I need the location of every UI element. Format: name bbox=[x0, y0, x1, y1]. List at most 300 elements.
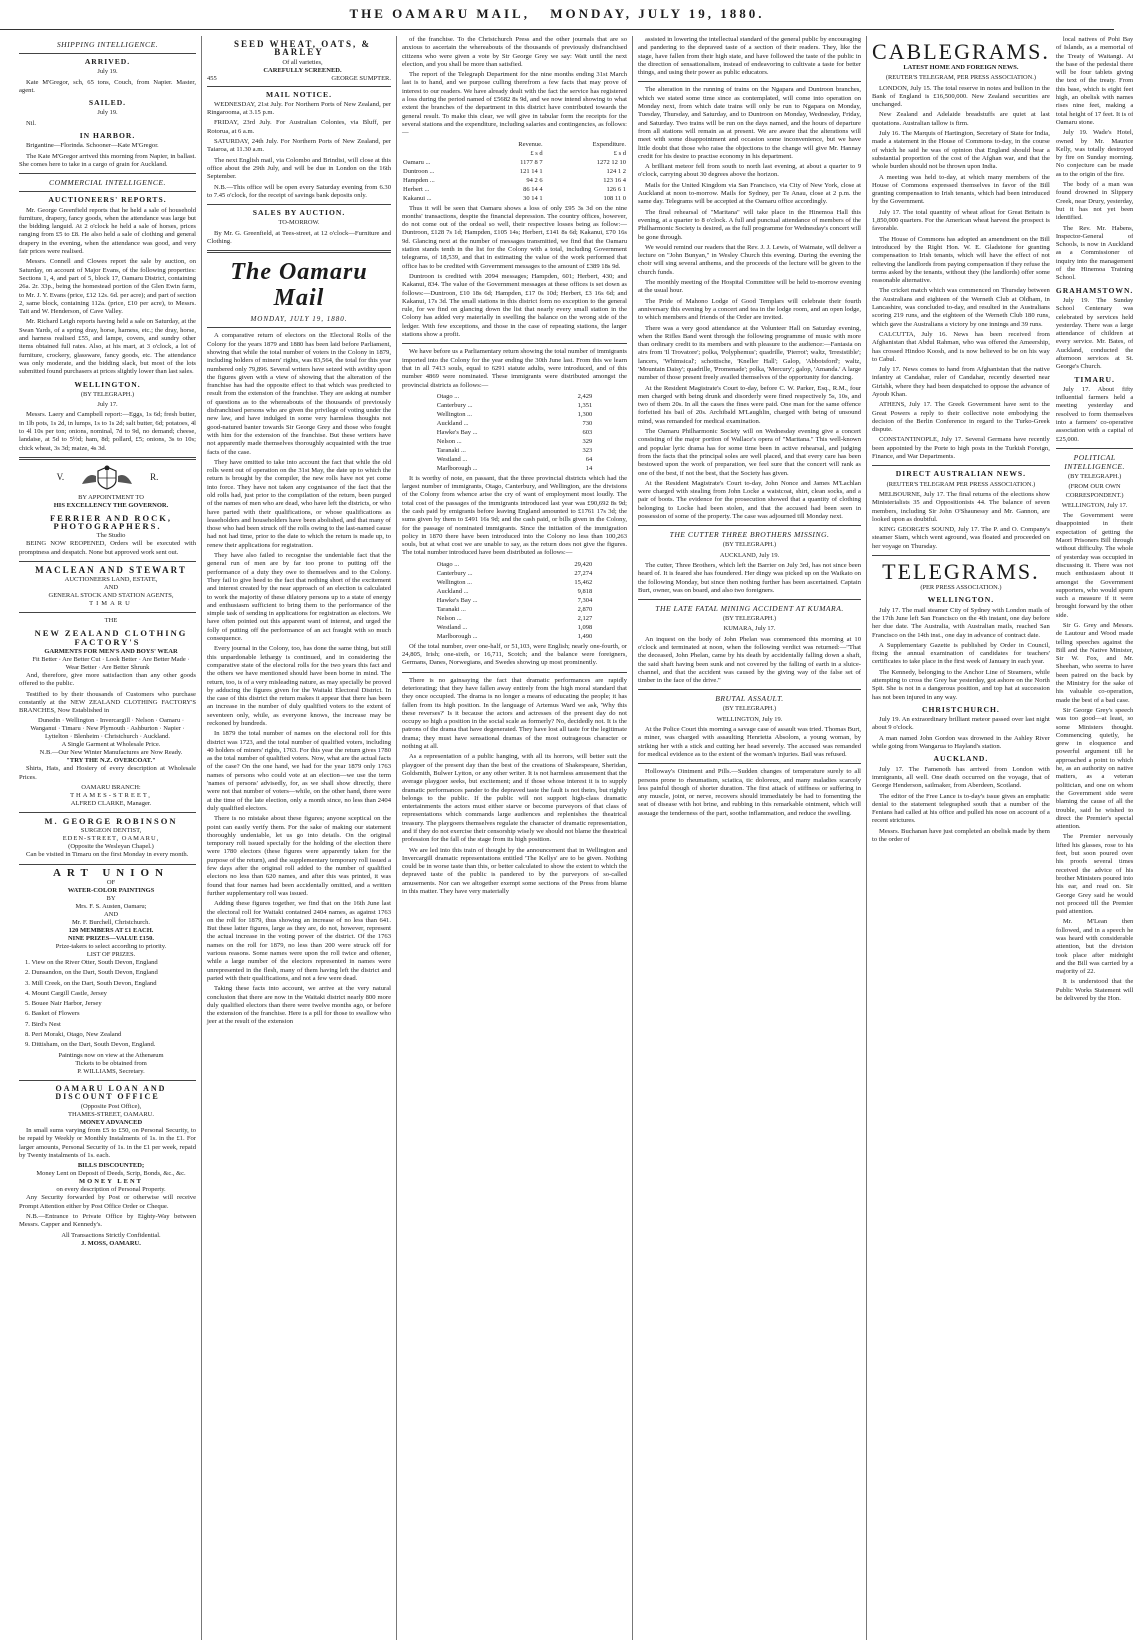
table-cell: 29,420 bbox=[574, 560, 593, 568]
table-cell: 124 1 2 bbox=[606, 167, 626, 175]
divider bbox=[19, 864, 196, 865]
newspaper-title: The Oamaru Mail bbox=[230, 259, 368, 312]
cable-item: CONSTANTINOPLE, July 17. Several Germans have recently been appointed by the Porte to high posts in the Turkish Foreign, Finance, and War Departments. bbox=[872, 436, 1050, 461]
wellington-heading: WELLINGTON. bbox=[74, 379, 141, 389]
table-cell: Auckland ... bbox=[436, 419, 469, 427]
table-cell: Hawke's Bay ... bbox=[436, 428, 478, 436]
news-paragraph: The final rehearsal of "Maritana" will take place in the Hinemoa Hall this evening, at a quarter to 8 o'clock. A full and punctual attendance of members of the Philharmonic Society is desired, as the full programme for Wednesday's concert will be gone through. bbox=[638, 208, 861, 241]
table-row bbox=[436, 437, 594, 446]
nz-branch: OAMARU BRANCH: bbox=[81, 784, 141, 792]
table-cell: 1,300 bbox=[577, 410, 593, 418]
coat-of-arms-icon bbox=[72, 464, 142, 490]
appointment-line: BY APPOINTMENT TO bbox=[78, 493, 144, 501]
sales-heading: SALES BY AUCTION. bbox=[252, 208, 346, 218]
table-row bbox=[436, 410, 594, 419]
news-paragraph: At the Resident Magistrate's Court to-day, John Nonce and James M'Lachlan were charged with stealing from John Locke a waistcoat, shirt, clean socks, and a pair of boots. The evidence for the prosecution showed that a quantity of clothing belonging to Locke had been stolen, and that the accused had been seen in possession of some of the property. The case was adjourned till Monday next. bbox=[638, 479, 861, 521]
table-cell: Oamaru ... bbox=[403, 158, 431, 166]
cable-item: New Zealand and Adelaide breadstuffs are quiet at last quotations. Australian tallow is firm. bbox=[872, 111, 1050, 127]
table-cell: Hawke's Bay ... bbox=[436, 596, 478, 604]
arrived-text: Kate M'Gregor, sch, 65 tons, Couch, from Napier. Master, agent. bbox=[19, 78, 196, 94]
telegram-item: July 17. The mail steamer City of Sydney with London mails of the 17th June left San Francisco on the 4th instant, one day before her due date. The Australia, with Australian mails, reached San Francisco on the 14th inst., one day in advance of contract date. bbox=[872, 606, 1050, 639]
artunion-artists-2: Mr. F. Burchell, Christchurch. bbox=[71, 918, 150, 926]
artunion-view: Paintings now on view at the Athenæum bbox=[58, 1051, 164, 1059]
artunion-artists-1: Mrs. F. S. Austen, Oamaru; bbox=[75, 902, 147, 910]
nz-overcoat: "TRY THE N.Z. OVERCOAT." bbox=[66, 757, 156, 765]
table-cell: £ s d bbox=[613, 149, 626, 157]
table-header-row bbox=[402, 140, 627, 149]
ferrier-sub: The Studio bbox=[96, 532, 126, 540]
divider bbox=[207, 327, 391, 328]
australian-item: KING GEORGE'S SOUND, July 17. The P. and O. Company's steamer Siam, which went aground, was floated and proceeded on her voyage on Thursday. bbox=[872, 526, 1050, 550]
immigrants-table-2 bbox=[436, 560, 594, 641]
table-cell: £ s d bbox=[530, 149, 543, 157]
artunion-sub: WATER-COLOR PAINTINGS bbox=[67, 886, 155, 894]
nz-pre: THE bbox=[104, 617, 118, 625]
loan-confidential: All Transactions Strictly Confidential. bbox=[61, 1231, 161, 1239]
telegram-item: July 19. Wade's Hotel, owned by Mr. Maurice Kelly, was totally destroyed by fire on Sunday morning. No conjecture can be made as to the origin of the fire. bbox=[1055, 129, 1133, 178]
table-row bbox=[436, 560, 594, 569]
masthead bbox=[0, 0, 1114, 30]
table-header-cell: Revenue. bbox=[518, 140, 543, 148]
table-row bbox=[436, 632, 594, 641]
masthead-title: THE OAMARU MAIL, bbox=[349, 6, 530, 21]
sailed-heading: SAILED. bbox=[88, 98, 127, 108]
artunion-list-heading: LIST OF PRIZES. bbox=[86, 950, 136, 958]
divider bbox=[207, 204, 391, 205]
auctioneers-report-2: Messrs. Connell and Clowes report the sale by auction, on Saturday, on account of Major Evans, of the following properties: Sections 1, 4, and part of 5, block 17, Oamaru District, containing 26a. 2r. 33p., being the homestead portion of the Glen Ewin farm, to Mr. J. Y. Evans (price, £12 12s. 6d. per acre); and part of section 2, same block, containing 112a. (price, £10 per acre), to Messrs. Tait and W. Henderson, of Cave Valley. bbox=[19, 258, 196, 316]
sales-text: By Mr. G. Greenfield, at Tees-street, at 12 o'clock—Furniture and Clothing. bbox=[207, 229, 391, 246]
editorial-paragraph: They have also failed to recognise the undeniable fact that the general run of men are by far too prone to putting off the performance of a duty they owe to themselves and to the Colony. They fail to give heed to the fact that nothing short of the excitement and interest created by the near approach of an election is calculated to work the majority of these dilatory persons up to a state of energy and enthusiasm sufficient to bring them to the performance of the simple task of sending in applications for registration as electors. We have often pointed out this apparent want of interest, and urged the folly of putting off the performance of an act fraught with so much consequence. bbox=[207, 552, 391, 643]
sailed-date: July 19. bbox=[97, 109, 118, 117]
cable-item: The House of Commons has adopted an amendment on the Bill introduced by the Right Hon. W. E. Gladstone for granting compensation to Irish tenants, which will have the effect of not relieving the landlords from paying compensation if they refuse the terms asked by the tenants, without they (the landlords) offer some reasonable alternative. bbox=[872, 235, 1050, 285]
column-5 bbox=[867, 36, 1133, 1640]
table-cell: 603 bbox=[582, 428, 593, 436]
royal-arms bbox=[19, 464, 196, 490]
loan-bills-text: Money Lent on Deposit of Deeds, Scrip, Bonds, &c., &c. bbox=[36, 1170, 186, 1178]
table-cell: 2,870 bbox=[577, 605, 593, 613]
cable-item: ATHENS, July 17. The Greek Government have sent to the Great Powers a reply to their collective note embodying the decision of the Berlin Conference in regard to the Turko-Greek dispute. bbox=[872, 401, 1050, 434]
table-cell: Duntroon ... bbox=[403, 167, 435, 175]
table-cell: 7,304 bbox=[577, 596, 593, 604]
loan-bills: BILLS DISCOUNTED; bbox=[77, 1162, 145, 1170]
table-cell: 30 14 1 bbox=[523, 194, 543, 202]
commercial-heading: COMMERCIAL INTELLIGENCE. bbox=[49, 178, 166, 188]
political-paragraph: Sir George Grey's speech was too good—at least, so some Ministers thought. Commencing quietly, he grew in eloquence and powerful argument till he approached a point to which he, as an authority on native matters, as a veteran politician, and one on whom the Government side were blaming the cause of all the trouble, said he wished to direct the Premier's special attention. bbox=[1055, 706, 1133, 831]
article-paragraph: As a representation of a public hanging, with all its horrors, will better suit the playgoer of the present day than the best of the creations of Shakespeare, Sheridan, Goldsmith, Bulwer Lytton, or any other writer. It is not harmless amusement that the average playgoer seeks, but excitement; and if those whose interest it is to supply dramatic performances pander to the depraved taste the fault is not theirs, but rightly belongs to the public. If the public will not support high-class dramatic entertainments the actors must either starve or become purveyors of that class of representations which commands large audiences and replenishes the theatrical treasury. The playgoers themselves regulate the character of dramatic representation, and if they do not exercise their censorship wisely we should not blame the theatrical profession for the fall of the stage from its high position. bbox=[402, 753, 627, 844]
australian-item: MELBOURNE, July 17. The final returns of the elections show Ministerialists 35 and Oppositionists 44. The balance of seven members, including Sir John O'Shaunessy and Mr. Gannon, are looked upon as doubtful. bbox=[872, 490, 1050, 523]
nz-text-2: Testified to by their thousands of Customers who purchase constantly at the NEW ZEALAND CLOTHING FACTORY'S BRANCHES, Now Established in bbox=[19, 690, 196, 715]
table-cell: 27,274 bbox=[574, 569, 593, 577]
political-sub-2: (FROM OUR OWN CORRESPONDENT.) bbox=[1065, 483, 1124, 499]
divider bbox=[19, 612, 196, 613]
dentist-visit: Can be visited in Timaru on the first Monday in every month. bbox=[26, 851, 189, 859]
table-cell: 1177 8 7 bbox=[520, 158, 543, 166]
shipping-heading: SHIPPING INTELLIGENCE. bbox=[56, 40, 159, 49]
table-row bbox=[436, 401, 594, 410]
article-paragraph: Duntroon is credited with 2094 messages; Hampden, 601; Herbert, 430; and Kakanui, 834. The value of the Government messages at these offices is set down as follows:—Duntroon, £10 18s 6d; Hampden, £17 0s 10d; Herbert, £3 16s 6d; and Kakanui, 17s 3d. The small stations in this district form no exception to the general rule, for we find on glancing down the list that nearly every small station in the Colony has added very materially in swelling the balance on the wrong side of the ledger. With few exceptions, and those in the case of repeating stations, the larger stations show a profit. bbox=[402, 272, 627, 339]
timaru-heading: TIMARU. bbox=[1074, 374, 1115, 384]
prize-item: 5. Bouee Nair Harbor, Jersey bbox=[25, 1000, 102, 1008]
artunion-of: OF bbox=[106, 878, 116, 886]
column-5-right bbox=[1056, 36, 1133, 1005]
ferrier-heading: FERRIER AND ROCK, PHOTOGRAPHERS. bbox=[49, 512, 173, 532]
artunion-members: 120 MEMBERS AT £1 EACH. bbox=[68, 926, 154, 934]
table-row bbox=[436, 464, 594, 473]
sales-sub: TO-MORROW. bbox=[278, 219, 320, 227]
cutter-sub: (BY TELEGRAPH.) bbox=[722, 541, 777, 549]
mine-text: An inquest on the body of John Phelan was commenced this morning at 10 o'clock and terminated at noon, when the following verdict was returned:—"That the deceased, John Phelan, came by his death by accidentally falling down a shaft, the said shaft having been sunk and not covered by the falling of earth in a sluice-channel, and that the accident was caused by the giving way of the false set of timber in the face of the drive." bbox=[638, 635, 861, 685]
mail-notice-5: N.B.—This office will be open every Saturday evening from 6.30 to 7.45 o'clock, for the receipt of savings bank deposits only. bbox=[207, 183, 391, 199]
table-cell: Hampden ... bbox=[403, 176, 435, 184]
loan-text: In small sums varying from £5 to £50, on Personal Security, to be repaid by Weekly or Monthly Instalments of 1s. in the £1. For larger amounts, Personal Security of 1s. in the £1 per week, repaid by Twenty instalments of 1s. each. bbox=[19, 1127, 196, 1160]
table-row bbox=[436, 623, 594, 632]
dentist-opposite: (Opposite the Wesleyan Chapel.) bbox=[68, 843, 154, 851]
nz-nb: N.B.—Our New Winter Manufactures are Now Ready. bbox=[39, 749, 183, 757]
harbour-text: Brigantine—Florinda. Schooner—Kate M'Gregor. bbox=[26, 142, 159, 150]
seed-sub-2: CAREFULLY SCREENED. bbox=[263, 66, 342, 74]
telegram-item: July 17. The Famenoth has arrived from London with immigrants, all well. One death occurred on the voyage, that of George Henderson, sailmaker, from Aberdeen, Scotland. bbox=[872, 765, 1050, 790]
telegram-item: Messrs. Buchanan have just completed an obelisk made by them to the order of bbox=[872, 827, 1050, 844]
column-5-left bbox=[872, 36, 1050, 1005]
telegram-item: A man named John Gordon was drowned in the Ashley River while going from Wangarua to Hayland's station. bbox=[872, 734, 1050, 751]
political-paragraph: The Premier nervously lifted his glasses, rose to his feet, but soon poured over his proofs several times received the advice of his brother Ministers poured into his ear, and read on. Sir George Grey said he would not proceed till the Premier paid attention. bbox=[1055, 833, 1133, 916]
news-paragraph: We would remind our readers that the Rev. J. J. Lewis, of Waimate, will deliver a lecture on "John Bunyan," in Wesley Church this evening. During the evening the choir will sing several anthems, and the proceeds of the lecture will be given to the church funds. bbox=[638, 243, 861, 276]
australian-news-heading: DIRECT AUSTRALIAN NEWS. bbox=[895, 469, 1027, 479]
masthead-date: MONDAY, JULY 19, 1880. bbox=[550, 6, 765, 21]
table-row bbox=[436, 614, 594, 623]
advert-paragraph: Holloway's Ointment and Pills.—Sudden changes of temperature surely to all persons prone to rheumatism, sciatica, tic doloreux, and many maladies scarcely less painful though of shorter duration. The first attack of stiffness or suffering in any muscle, joint, or nerve, recovers should immediately be had to fomenting the seat of disease with hot brine, and rubbing in this remarkable ointment, which will assuage the tenderness of the part, soothe inflammation, and reduce the swelling. bbox=[638, 768, 861, 817]
loan-money-2-text: on every description of Personal Property. bbox=[56, 1186, 166, 1194]
ferrier-text: BEING NOW REOPENED, Orders will be executed with promptness and despatch. None but approved work sent out. bbox=[19, 540, 196, 556]
prize-item: 8. Peri Moraki, Otago, New Zealand bbox=[25, 1031, 122, 1038]
table-cell: Marlborough ... bbox=[436, 464, 478, 472]
wellington-date: July 17. bbox=[97, 401, 118, 409]
table-row bbox=[436, 392, 594, 401]
mail-notice-heading: MAIL NOTICE. bbox=[265, 89, 332, 99]
column-2 bbox=[202, 36, 397, 1640]
prize-item: 2. Dunsandon, on the Dart, South Devon, England bbox=[25, 969, 158, 977]
news-paragraph: The Pride of Mahono Lodge of Good Templars will celebrate their fourth anniversary this evening by a concert and tea in the lodge room, and an open lodge, to which members and friends of the Order are invited. bbox=[638, 297, 861, 322]
artunion-secretary: P. WILLIAMS, Secretary. bbox=[77, 1067, 145, 1075]
table-cell: Herbert ... bbox=[403, 185, 430, 193]
table-row bbox=[436, 569, 594, 578]
assault-date: WELLINGTON, July 19. bbox=[716, 715, 783, 723]
seed-number: 455 bbox=[207, 74, 217, 82]
editorial-paragraph: A comparative return of electors on the Electoral Rolls of the Colony for the years 1879 and 1880 has been laid before Parliament, showing that while the total number of voters in the Colony in 1879, including holders of miners' rights, was 83,564, the total for this year numbered only 79,896. Several writers have seized with avidity upon the figures given with a view of showing that the alteration of the franchise has had the opposite effect to that which was predicted to result from the extension of the franchise. They are asking at number of questions as to the whereabouts of the thousands of previously disfranchised persons who are given the privilege of voting under the new law, and have indulged in some very harmless thoughts not good-natured banter towards Sir George Grey and those who fought with him for the extension of the franchise. But these writers have not apparently made themselves thoroughly acquainted with the true facts of the case. bbox=[207, 332, 391, 456]
prize-item: 1. View on the River Otter, South Devon, England bbox=[25, 958, 158, 966]
political-paragraph: It is understood that the Public Works Statement will be delivered by the Hon. bbox=[1055, 978, 1133, 1003]
dentist-street: EDEN-STREET, OAMARU, bbox=[62, 835, 160, 843]
telegrams-place: WELLINGTON. bbox=[927, 595, 995, 605]
table-cell: 730 bbox=[582, 419, 593, 427]
political-date: WELLINGTON, July 17. bbox=[1061, 501, 1128, 509]
cable-item: LONDON, July 15. The total reserve in notes and bullion in the Bank of England is £16,500,000. New Zealand securities are unchanged. bbox=[872, 84, 1050, 109]
cutter-date: AUCKLAND, July 19. bbox=[719, 551, 780, 559]
divider bbox=[1056, 448, 1133, 449]
table-cell: 1,490 bbox=[577, 632, 593, 640]
loan-street: THAMES-STREET, OAMARU. bbox=[67, 1111, 154, 1119]
arms-label-right: R. bbox=[150, 471, 159, 482]
table-cell: 94 2 6 bbox=[526, 176, 543, 184]
mail-notice-2: FRIDAY, 23rd July. For Australian Colonies, via Bluff, per Rotorua, at 6 a.m. bbox=[207, 119, 391, 135]
table-cell: Canterbury ... bbox=[436, 401, 473, 409]
auctioneers-report-3: Mr. Richard Leigh reports having held a sale on Saturday, at the Swan Yards, of a spring dray, horse, harness, etc.; the dray, horse, and harness realised £55, and lampe, covers, and sundry other items obtained full rates. Also, at his mart, at 3 o'clock, a lot of furniture, crockery, glassware, fancy goods, etc. The attendance was only moderate, and the bidding slack, but most of the lots submitted found purchasers at prices slightly lower than last sales. bbox=[19, 318, 196, 376]
divider bbox=[402, 672, 627, 673]
divider bbox=[638, 763, 861, 764]
telegrams-heading: TELEGRAMS. bbox=[882, 559, 1040, 585]
harbour-note: The Kate M'Gregor arrived this morning from Napier, in ballast. She comes here to take in a cargo of grain for Auckland. bbox=[19, 152, 196, 168]
nz-towns: Dunedin · Wellington · Invercargill · Nelson · Oamaru · Wanganui · Timaru · New Plymouth · Ashburton · Napier · Lyttelton · Blenheim · Christchurch · Auckland. bbox=[30, 717, 185, 741]
divider bbox=[207, 250, 391, 253]
cutter-text: The cutter, Three Brothers, which left the Barrier on July 3rd, has not since been heard of. It is feared she has foundered. Her dingy was picked up on the Waikato on the following Monday, but since then nothing further has been ascertained. Captain Burt, owner, was on board, and also two foreigners. bbox=[638, 561, 861, 594]
editorial-paragraph: Taking these facts into account, we arrive at the very natural conclusion that there are now in the Waitaki district nearly 800 more duly qualified electors than there were twelve months ago, or before the extension of the franchise. Here is a pill for those to swallow who jeer at the result of the extension bbox=[207, 985, 391, 1026]
nz-fit: Fit Better · Are Better Cut · Look Better · Are Better Made · Wear Better · Are Better Shrunk bbox=[32, 655, 190, 671]
mine-date: KUMARA, July 17. bbox=[723, 625, 776, 633]
telegram-item: A Supplementary Gazette is published by Order in Council, fixing the annual examination of candidates for teachers' certificates to take place in the first week of January in each year. bbox=[872, 641, 1050, 666]
mine-sub: (BY TELEGRAPH.) bbox=[722, 615, 777, 623]
seed-heading: SEED WHEAT, OATS, & BARLEY bbox=[233, 39, 372, 58]
assault-text: At the Police Court this morning a savage case of assault was tried. Thomas Burt, a miner, was charged with assaulting Henrietta Absolom, a young woman, by striking her with a stick and cutting her head severely. The accused was remanded for medical evidence as to the extent of the woman's injuries. Bail was refused. bbox=[638, 726, 861, 758]
table-row bbox=[402, 194, 627, 203]
arms-label-left: V. bbox=[56, 471, 65, 482]
table-cell: 1,351 bbox=[577, 401, 593, 409]
prize-item: 3. Mill Creek, on the Dart, South Devon, England bbox=[25, 979, 157, 987]
divider bbox=[19, 812, 196, 813]
news-paragraph: assisted in lowering the intellectual standard of the general public by encouraging and pandering to the depraved taste of a section of their readers. They, like the stage, have fallen from their high state, and have followed the taste of the public in the direction of sensationalism, instead of endeavoring to cultivate a taste for better things, and using their power as public educators. bbox=[638, 36, 861, 77]
nz-street: THAMES-STREET, bbox=[70, 792, 152, 800]
divider bbox=[19, 457, 196, 460]
cablegrams-heading: CABLEGRAMS. bbox=[872, 39, 1050, 64]
telegram-item: The body of a man was found drowned in Slippery Creek, near Drury, yesterday, but it has not yet been identified. bbox=[1055, 181, 1133, 222]
table-cell: Nelson ... bbox=[436, 437, 462, 445]
table-cell: 15,462 bbox=[574, 578, 593, 586]
maclean-place: TIMARU bbox=[89, 600, 133, 608]
artunion-tickets: Tickets to be obtained from bbox=[75, 1059, 147, 1067]
newspaper-date: MONDAY, JULY 19, 1880. bbox=[250, 315, 348, 324]
editorial-paragraph: Adding these figures together, we find that on the 16th June last the electoral roll for Waitaki contained 2404 names, as against 1763 on the roll for 1879, thus showing an increase of no less than 641. But these latter figures, large as they are, do not, however, represent the actual increase in the voting power of the district. Of the 1763 names on the roll for 1879, no less than 200 were struck off for various reasons. Some names were upon the roll twice and oftener, while a large number of the electors represented in names were unrepresented in the flesh, many of them having left the district and parted with their qualifications, and not a few were dead. bbox=[207, 900, 391, 982]
telegrams-place: AUCKLAND. bbox=[933, 754, 989, 764]
political-paragraph: The Government were disappointed in their expectation of getting the Maori Prisoners Bill through without difficulty. The whole of yesterday was occupied in discussing it. There was not much enthusiasm about it amongst the Government supporters, who would spurn such a measure if it were brought forward by the other side. bbox=[1055, 512, 1133, 619]
telegraph-revenue-table bbox=[402, 140, 627, 203]
wellington-sub: (BY TELEGRAPH.) bbox=[80, 390, 135, 398]
table-cell: Westland ... bbox=[436, 455, 468, 463]
artunion-by: BY bbox=[106, 894, 116, 902]
auctioneers-heading: AUCTIONEERS' REPORTS. bbox=[48, 195, 167, 205]
table-cell: Otago ... bbox=[436, 560, 460, 568]
article-paragraph: Thus it will be seen that Oamaru shows a loss of only £95 3s 3d on the nine months' transactions, despite the financial depression. The country offices, however, do not come out of the ordeal so well, their respective losses being as follow:—Duntroon, £128 7s 1d; Hampden, £105 14s; Herbert, £141 8s 6d; Kakanui, £70 16s 9d. Glancing next at the number of messages transmitted, we find that the Oamaru station stands tenth in the list for the Colony with a total, including Government telegrams, of 18,539, and that in estimating the value of the work performed that office has to be credited with Government messages to the amount of £389 18s 9d. bbox=[402, 204, 627, 270]
table-row bbox=[436, 596, 594, 605]
table-cell: 126 6 1 bbox=[606, 185, 626, 193]
seed-sub: Of all varieties, bbox=[282, 58, 323, 66]
table-row bbox=[436, 587, 594, 596]
table-cell: 2,429 bbox=[577, 392, 593, 400]
table-cell: Kakanui ... bbox=[403, 194, 432, 202]
dentist-title: SURGEON DENTIST, bbox=[80, 827, 142, 835]
table-header-cell: Expenditure. bbox=[592, 140, 626, 148]
seed-footer bbox=[207, 75, 391, 82]
column-5-split bbox=[872, 36, 1133, 1005]
table-cell: Marlborough ... bbox=[436, 632, 478, 640]
divider bbox=[19, 561, 196, 562]
table-cell: Westland ... bbox=[436, 623, 468, 631]
divider bbox=[872, 555, 1050, 556]
timaru-text: July 17. About fifty influential farmers held a meeting yesterday and resolved to form themselves into a farmers' co-operative association with a capital of £25,000. bbox=[1055, 385, 1133, 443]
table-cell: Otago ... bbox=[436, 392, 460, 400]
australian-news-sub: (REUTER'S TELEGRAM PER PRESS ASSOCIATION.) bbox=[886, 480, 1036, 488]
table-row bbox=[402, 158, 627, 167]
political-heading: POLITICAL INTELLIGENCE. bbox=[1064, 452, 1125, 471]
divider bbox=[207, 86, 391, 87]
column-4 bbox=[633, 36, 867, 1640]
arrived-heading: ARRIVED. bbox=[84, 57, 131, 66]
article-paragraph: We have before us a Parliamentary return showing the total number of immigrants imported into the Colony for the year ending the 30th June last. From this we learn that in all 7413 souls, equal to 6291 statute adults, were introduced, and of this number 4869 were nominated. These immigrants were distributed amongst the provincial districts as follows:— bbox=[402, 348, 627, 389]
loan-security: Any Security forwarded by Post or otherwise will receive Prompt Attention either by Post Office Order or Cheque. bbox=[19, 1194, 196, 1210]
sailed-text: Nil. bbox=[26, 119, 37, 127]
nz-sub: GARMENTS FOR MEN'S AND BOYS' WEAR bbox=[44, 647, 178, 655]
table-cell: 64 bbox=[585, 455, 593, 463]
cable-item: July 17. News comes to hand from Afghanistan that the native infantry at Candahar, ruler of Candahar, recently deserted near Girishk, where they had been despatched to oppose the advance of Ayoub Khan. bbox=[872, 366, 1050, 398]
table-cell: Taranaki ... bbox=[436, 446, 466, 454]
news-paragraph: The monthly meeting of the Hospital Committee will be held to-morrow evening at the usual hour. bbox=[638, 279, 861, 295]
news-paragraph: At the Resident Magistrate's Court to-day, before C. W. Parker, Esq., R.M., four men charged with being drunk and disorderly were fined respectively 5s, 10s, and two of them 20s. In all the cases the fines were paid. One man for the same offence forfeited his bail of 20s. Archibald M'Laughlin, charged with being of unsound mind, was remanded for medical examination. bbox=[638, 384, 861, 425]
news-paragraph: The Oamaru Philharmonic Society will on Wednesday evening give a concert consisting of the major portion of Wallace's opera of "Maritana." This well-known and popular lyric drama has for some time been in active rehearsal, and judging from the facts that the principal soles are well placed, and that every care has been bestowed upon the work of preparation, we feel sure that the concert will rank as one of the best, if not the best, that the Society has given. bbox=[638, 428, 861, 477]
political-paragraph: Mr. M'Lean then followed, and in a speech he was heard with considerable attention, but the division took place after midnight and the Bill was carried by a majority of 22. bbox=[1055, 918, 1133, 976]
cable-item: CALCUTTA, July 16. News has been received from Afghanistan that Abdul Rahman, who was offered the Ameership, has crossed Hindoo Koosh, and is now believed to be on his way to Cabul. bbox=[872, 330, 1050, 363]
mine-heading: THE LATE FATAL MINING ACCIDENT AT KUMARA. bbox=[655, 604, 844, 614]
nz-manager: ALFRED CLARKE, Manager. bbox=[70, 800, 152, 808]
maclean-line-2: AND bbox=[103, 584, 119, 592]
divider bbox=[402, 343, 627, 344]
mail-notice-4: The next English mail, via Colombo and Brindisi, will close at this office about the 29th July, and will be due in London on the 16th September. bbox=[207, 156, 391, 181]
maclean-line-3: GENERAL STOCK AND STATION AGENTS, bbox=[48, 592, 174, 600]
artunion-and: AND bbox=[103, 910, 119, 918]
news-paragraph: A brilliant meteor fell from south to north last evening, at about a quarter to 9 o'clock, carrying about 30 degrees above the horizon. bbox=[638, 163, 861, 179]
divider bbox=[638, 81, 861, 82]
table-cell: 121 14 1 bbox=[519, 167, 543, 175]
cable-item: July 16. The Marquis of Hartington, Secretary of State for India, made a statement in the House of Commons to-day, in the course of which he said he was of opinion that England should bear a substantial proportion of the cost of the Afghan war, and that the whole burden should not be thrown upon India. bbox=[872, 130, 1050, 171]
article-paragraph: Of the total number, over one-half, or 51,103, were English; nearly one-fourth, or 24,805, Irish; one-sixth, or 16,711, Scotch; and the balance were foreigners, Germans, Danes, Norwegians, and Swedes showing up most prominently. bbox=[402, 642, 627, 667]
table-cell bbox=[402, 149, 482, 158]
table-cell: Nelson ... bbox=[436, 614, 462, 622]
editorial-paragraph: There is no mistake about these figures; anyone sceptical on the point can easily verify them. For the sake of making our statement thoroughly undeniable, let us go into details. On the original temporary roll issued specially for the holding of the election there were 1780 electors (these figures were apparently taken for the purpose of the return), and the supplementary temporary roll issued a few days after the original roll added to the number of qualified electors no less than 620 names, and after this was printed, it was found that four names had been accidentally omitted, and a written further supplementary roll was issued. bbox=[207, 815, 391, 897]
column-1 bbox=[14, 36, 202, 1640]
article-paragraph: The report of the Telegraph Department for the nine months ending 31st March last is to hand, and we purpose culling therefrom a few facts that may prove of interest to our readers. We have already dealt with the fact the service has registered a loss during the period named of £5682 8s 9d, and we now intend showing to what extent the branches of the department in this district have contributed towards the general result. To make this clear, we will give in tabular form the receipts for the several stations and the expenditure, including salaries and contingencies, as follows:— bbox=[402, 71, 627, 137]
table-cell: 9,818 bbox=[577, 587, 593, 595]
table-cell: 1272 12 10 bbox=[596, 158, 626, 166]
seed-name: GEORGE SUMPTER. bbox=[331, 74, 391, 82]
news-paragraph: There was a very good attendance at the Volunteer Hall on Saturday evening, when the Rifles Band went through the following programme of music with more than ordinary credit to its members and with pleasure to the audience:—Fantasia on airs from 'Il Trovatore'; polka, 'Polyphemus'; quadrille, 'Pierrot'; waltz, 'Irresistible'; lancers, 'Whimsical'; schottische, 'Kneller Hall'; Galop, 'Abbotsford'; waltz, 'Mountain Daisy'; quadrille, 'Promenade'; polka, 'Mercury'; galop, 'Amanda.' A large number of those present freely availed themselves of the opportunity for dancing. bbox=[638, 324, 861, 382]
mail-notice-1: WEDNESDAY, 21st July. For Northern Ports of New Zealand, per Ringarooma, at 3.15 p.m. bbox=[207, 100, 391, 117]
divider bbox=[638, 599, 861, 600]
loan-money: MONEY ADVANCED bbox=[79, 1119, 143, 1127]
table-row bbox=[402, 185, 627, 194]
editorial-paragraph: In 1879 the total number of names on the electoral roll for this district was 1723, and the total number of qualified voters, including 40 holders of miners' rights, 1763. For this year the return gives 1780 as the total number of qualified voters. Now, what are the actual facts of the case? On the one hand, we had for the year 1879 only 1763 names of persons who could vote at an election—we use the term 'names of persons' advisedly, for, as we shall show directly, there were not that number of voters—while, on the other hand, there were at the time of the late election, only a month since, no less than 2404 duly qualified electors. bbox=[207, 730, 391, 812]
table-cell: Taranaki ... bbox=[436, 605, 466, 613]
assault-sub: (BY TELEGRAPH.) bbox=[722, 705, 777, 713]
news-paragraph: The alteration in the running of trains on the Ngapara and Duntroon branches, which we stated some time since as contemplated, will come into operation on Monday next, from which date trains will only be run to Ngapara on Monday, Tuesday, Thursday, and Saturday, and to Duntroon on Monday, Wednesday, Friday, and Saturday. Two trains will be run on the days named, and the hours of departure from all stations will remain as at present. We are aware that the alterations will meet with some disappointment and occasion some inconvenience, but we have little doubt that those who raise the objections to the change will give Mr. Hannay credit for his desire to practise economy in his department. bbox=[638, 86, 861, 160]
artunion-prizes-sub: Prize-takers to select according to priority. bbox=[55, 942, 167, 950]
loan-heading: OAMARU LOAN AND DISCOUNT OFFICE bbox=[55, 1083, 167, 1101]
article-paragraph: There is no gainsaying the fact that dramatic performances are rapidly deteriorating; that they have fallen away entirely from the high moral standard that they once occupied. The drama is no longer a means of educating the people; it has fallen from its high position. In the language of Artemus Ward we ask, 'Why this these reverses?' Is it because the actors and actresses of the present day do not occupy so high a position in the social scale as formerly? No, decidedly not. It is the patrons of the drama that have degenerated. They have lost all taste for the legitimate drama; they must have sensational dramas of the most outrageous character or nothing at all. bbox=[402, 676, 627, 751]
table-row bbox=[436, 446, 594, 455]
table-row bbox=[402, 176, 627, 185]
telegrams-sub: (PER PRESS ASSOCIATION.) bbox=[920, 584, 1002, 592]
prize-item: 9. Dittisham, on the Dart, South Devon, England. bbox=[25, 1041, 156, 1049]
divider bbox=[19, 53, 196, 54]
political-paragraph: Sir G. Grey and Messrs. de Lautour and Wood made telling speeches against the Bill and the Native Minister, Sir W. Fox, and Mr. Sheehan, who seems to have been paired on the back by the Ministry for the sake of his valuable co-operation, made the best of a bad case. bbox=[1055, 622, 1133, 704]
cutter-heading: THE CUTTER THREE BROTHERS MISSING. bbox=[669, 530, 830, 540]
telegram-item: local natives of Pohi Bay of Islands, as a memorial of the Treaty of Waitangi. At the base of the pedestal there will be four tablets giving the text of the treaty. From this base, which is eight feet high, an obelisk with names rises nine feet, making a total height of 17 feet. It is of Oamaru stone. bbox=[1055, 36, 1133, 126]
article-paragraph: We are led into this train of thought by the announcement that in Wellington and Invercargill dramatic representations entitled 'The Kellys' are to be given. Nothing could be in worse taste than this, or better calculated to show the extent to which the depraved taste of the public is pandered to by the purveyors of so-called amusements. Nor can we altogether exempt some sections of the Press from blame in this matter. They have very materially bbox=[402, 846, 627, 896]
divider bbox=[872, 465, 1050, 466]
nz-text-1: And, therefore, give more satisfaction than any other goods offered to the public. bbox=[19, 671, 196, 688]
table-row bbox=[436, 605, 594, 614]
column-3 bbox=[397, 36, 633, 1640]
table-cell: 14 bbox=[585, 464, 593, 472]
cable-item: The cricket match which was commenced on Thursday between the Australians and eighteen of the Werneth Club at Oldham, in Lancashire, was concluded to-day, and resulted in the Australians scoring 219 runs, and the eighteen of the Werneth Club 180 runs, which gave the Australians a victory by one innings and 39 runs. bbox=[872, 287, 1050, 328]
nz-wholesale: A Single Garment at Wholesale Price. bbox=[61, 741, 161, 749]
divider bbox=[19, 1080, 196, 1081]
table-cell: Wellington ... bbox=[436, 578, 472, 586]
maclean-line-1: AUCTIONEERS LAND, ESTATE, bbox=[64, 576, 158, 584]
prize-item: 4. Mount Cargill Castle, Jersey bbox=[25, 989, 107, 997]
artunion-prizes: NINE PRIZES—VALUE £150. bbox=[67, 934, 155, 942]
editorial-paragraph: Every journal in the Colony, too, has done the same thing, but still this unpardonable lethargy is continued, and in considering the comparative state of the electoral rolls for the two years this fact and the others we have mentioned should have been borne in mind. The return, too, is of a very misleading nature, as may specially be proved by adducing the figures given for the Waitaki Electoral District. In the case of this district the return makes it appear that there has been an increase in the number of duly qualified voters to the extent of seventeen only, while, as everyone knows, the increase may be reckoned by hundreds. bbox=[207, 645, 391, 727]
artunion-heading: ART UNION bbox=[52, 866, 170, 879]
telegrams-place: CHRISTCHURCH. bbox=[922, 704, 1000, 714]
news-paragraph: Mails for the United Kingdom via San Francisco, via City of New York, close at Auckland at noon to-morrow. Mails for Sydney, per Te Anau, close at 2 p.m. the same day. Telegrams will be accepted at the Oamaru office accordingly. bbox=[638, 181, 861, 206]
dentist-heading: M. GEORGE ROBINSON bbox=[44, 816, 178, 827]
loan-opposite: (Opposite Post Office), bbox=[80, 1103, 142, 1111]
cablegrams-sub: LATEST HOME AND FOREIGN NEWS. bbox=[903, 64, 1019, 71]
table-cell: Wellington ... bbox=[436, 410, 472, 418]
table-cell: Auckland ... bbox=[436, 587, 469, 595]
editorial-paragraph: They have omitted to take into account the fact that while the old rolls went out of operation on the 31st May, the date up to which the return is brought by the compiler, the new rolls have not yet come into force. They have not taken any cognisance of the fact that the old rolls had, just prior to the compilation of the return, been purged of the names of men who are dead, who have left the districts, or who have parted with their qualifications, or whose qualifications as leaseholders and householders have been abolished, and that many of those who had been struck off the rolls owing to the last-named cause had not had time, prior to the date to which the return is made up, to renew their applications for registration. bbox=[207, 458, 391, 549]
nz-heading: NEW ZEALAND CLOTHING FACTORY'S bbox=[34, 628, 188, 647]
cablegrams-sub-2: (REUTER'S TELEGRAM, PER PRESS ASSOCIATION.) bbox=[885, 74, 1037, 82]
assault-heading: BRUTAL ASSAULT. bbox=[715, 694, 784, 704]
immigrants-table-1 bbox=[436, 392, 594, 473]
table-row bbox=[436, 455, 594, 464]
wellington-text: Messrs. Laery and Campbell report:—Eggs, 1s 6d; fresh butter, in 1lb pots, 1s 2d, in lumps, 1s to 1s 2d; salt butter, 6d; potatoes, 4l to 4l 10s per ton; onions, nominal, 7d to 9d, no demand; cheese, landaise, at 5d to 5½d; ham, 8d; pollard, £5; onions, 3s to 10s; chick wheat, 3s 3d; maize, 4s 3d. bbox=[19, 411, 196, 452]
table-cell: 123 16 4 bbox=[603, 176, 626, 184]
columns bbox=[14, 36, 1133, 1640]
article-paragraph: It is worthy of note, en passant, that the three provincial districts which had the largest number of immigrants, Otago, Canterbury, and Wellington, are the divisions of the Colony from whence arise the cry of want of employment most loudly. The total cost of the passages of the immigrants introduced last year was £90,692 8s 9d; the cash paid by emigrants before leaving England amounted to £1761 17s 3d; the sums given by them to £491 16s 9d; and the cash paid, or bills given in the Colony, for the passage of nominated immigrants. Since the initiation of the immigration policy in 1870 there have been introduced into the Colony no less than 100,263 souls, but at what cost we are unable to say, as the return does not give the figures. The total number introduced have been distributed as follows:— bbox=[402, 474, 627, 557]
table-header-cell bbox=[402, 140, 482, 149]
arrived-date: July 19. bbox=[97, 68, 118, 76]
cable-item: July 17. The total quantity of wheat afloat for Great Britain is 1,850,000 quarters. For the American wheat harvest the prospect is favorable. bbox=[872, 208, 1050, 233]
harbour-heading: IN HARBOR. bbox=[79, 131, 136, 141]
table-cell: 1,098 bbox=[577, 623, 593, 631]
table-cell: 108 11 0 bbox=[603, 194, 626, 202]
article-paragraph: of the franchise. To the Christchurch Press and the other journals that are so anxious to ascertain the whereabouts of the thousands of previously disfranchised citizens who were given a vote by Sir George Grey we say: Wait until the next election, and you shall be more than satisfied. bbox=[402, 36, 627, 68]
table-row bbox=[436, 578, 594, 587]
prize-item: 6. Basket of Flowers bbox=[25, 1010, 80, 1018]
table-cell: 329 bbox=[582, 437, 593, 445]
auctioneers-report-1: Mr. George Greenfield reports that he held a sale of household furniture, drapery, fancy goods, when the attendance was large but the bidding languid. At 2 o'clock he held a sale of horses, prices ranging from £5 to £8. He also held a sale of clothing and general drapery in the evening, when the attendance was good, and very fair prices were realised. bbox=[19, 206, 196, 256]
divider bbox=[19, 173, 196, 174]
table-row bbox=[436, 428, 594, 437]
telegram-item: July 19. An extraordinary brilliant meteor passed over last night about 9 o'clock. bbox=[872, 716, 1050, 732]
table-row bbox=[402, 167, 627, 176]
table-cell: 86 14 4 bbox=[523, 185, 543, 193]
loan-name: J. MOSS, OAMARU. bbox=[81, 1239, 141, 1247]
mail-notice-3: SATURDAY, 24th July. For Northern Ports of New Zealand, per Taiaroa, at 11.30 a.m. bbox=[207, 138, 391, 154]
table-cell: 2,127 bbox=[577, 614, 593, 622]
cable-item: A meeting was held to-day, at which many members of the House of Commons expressed themselves in favor of the Bill granting compensation to Irish tenants, which had been introduced by the Government. bbox=[872, 173, 1050, 206]
divider bbox=[638, 525, 861, 526]
grahamstown-text: July 19. The Sunday School Centenary was celebrated by services held yesterday. There was a large attendance of children at every service. Mr. Bates, of Auckland, conducted the afternoon services at St. George's Church. bbox=[1055, 296, 1133, 371]
